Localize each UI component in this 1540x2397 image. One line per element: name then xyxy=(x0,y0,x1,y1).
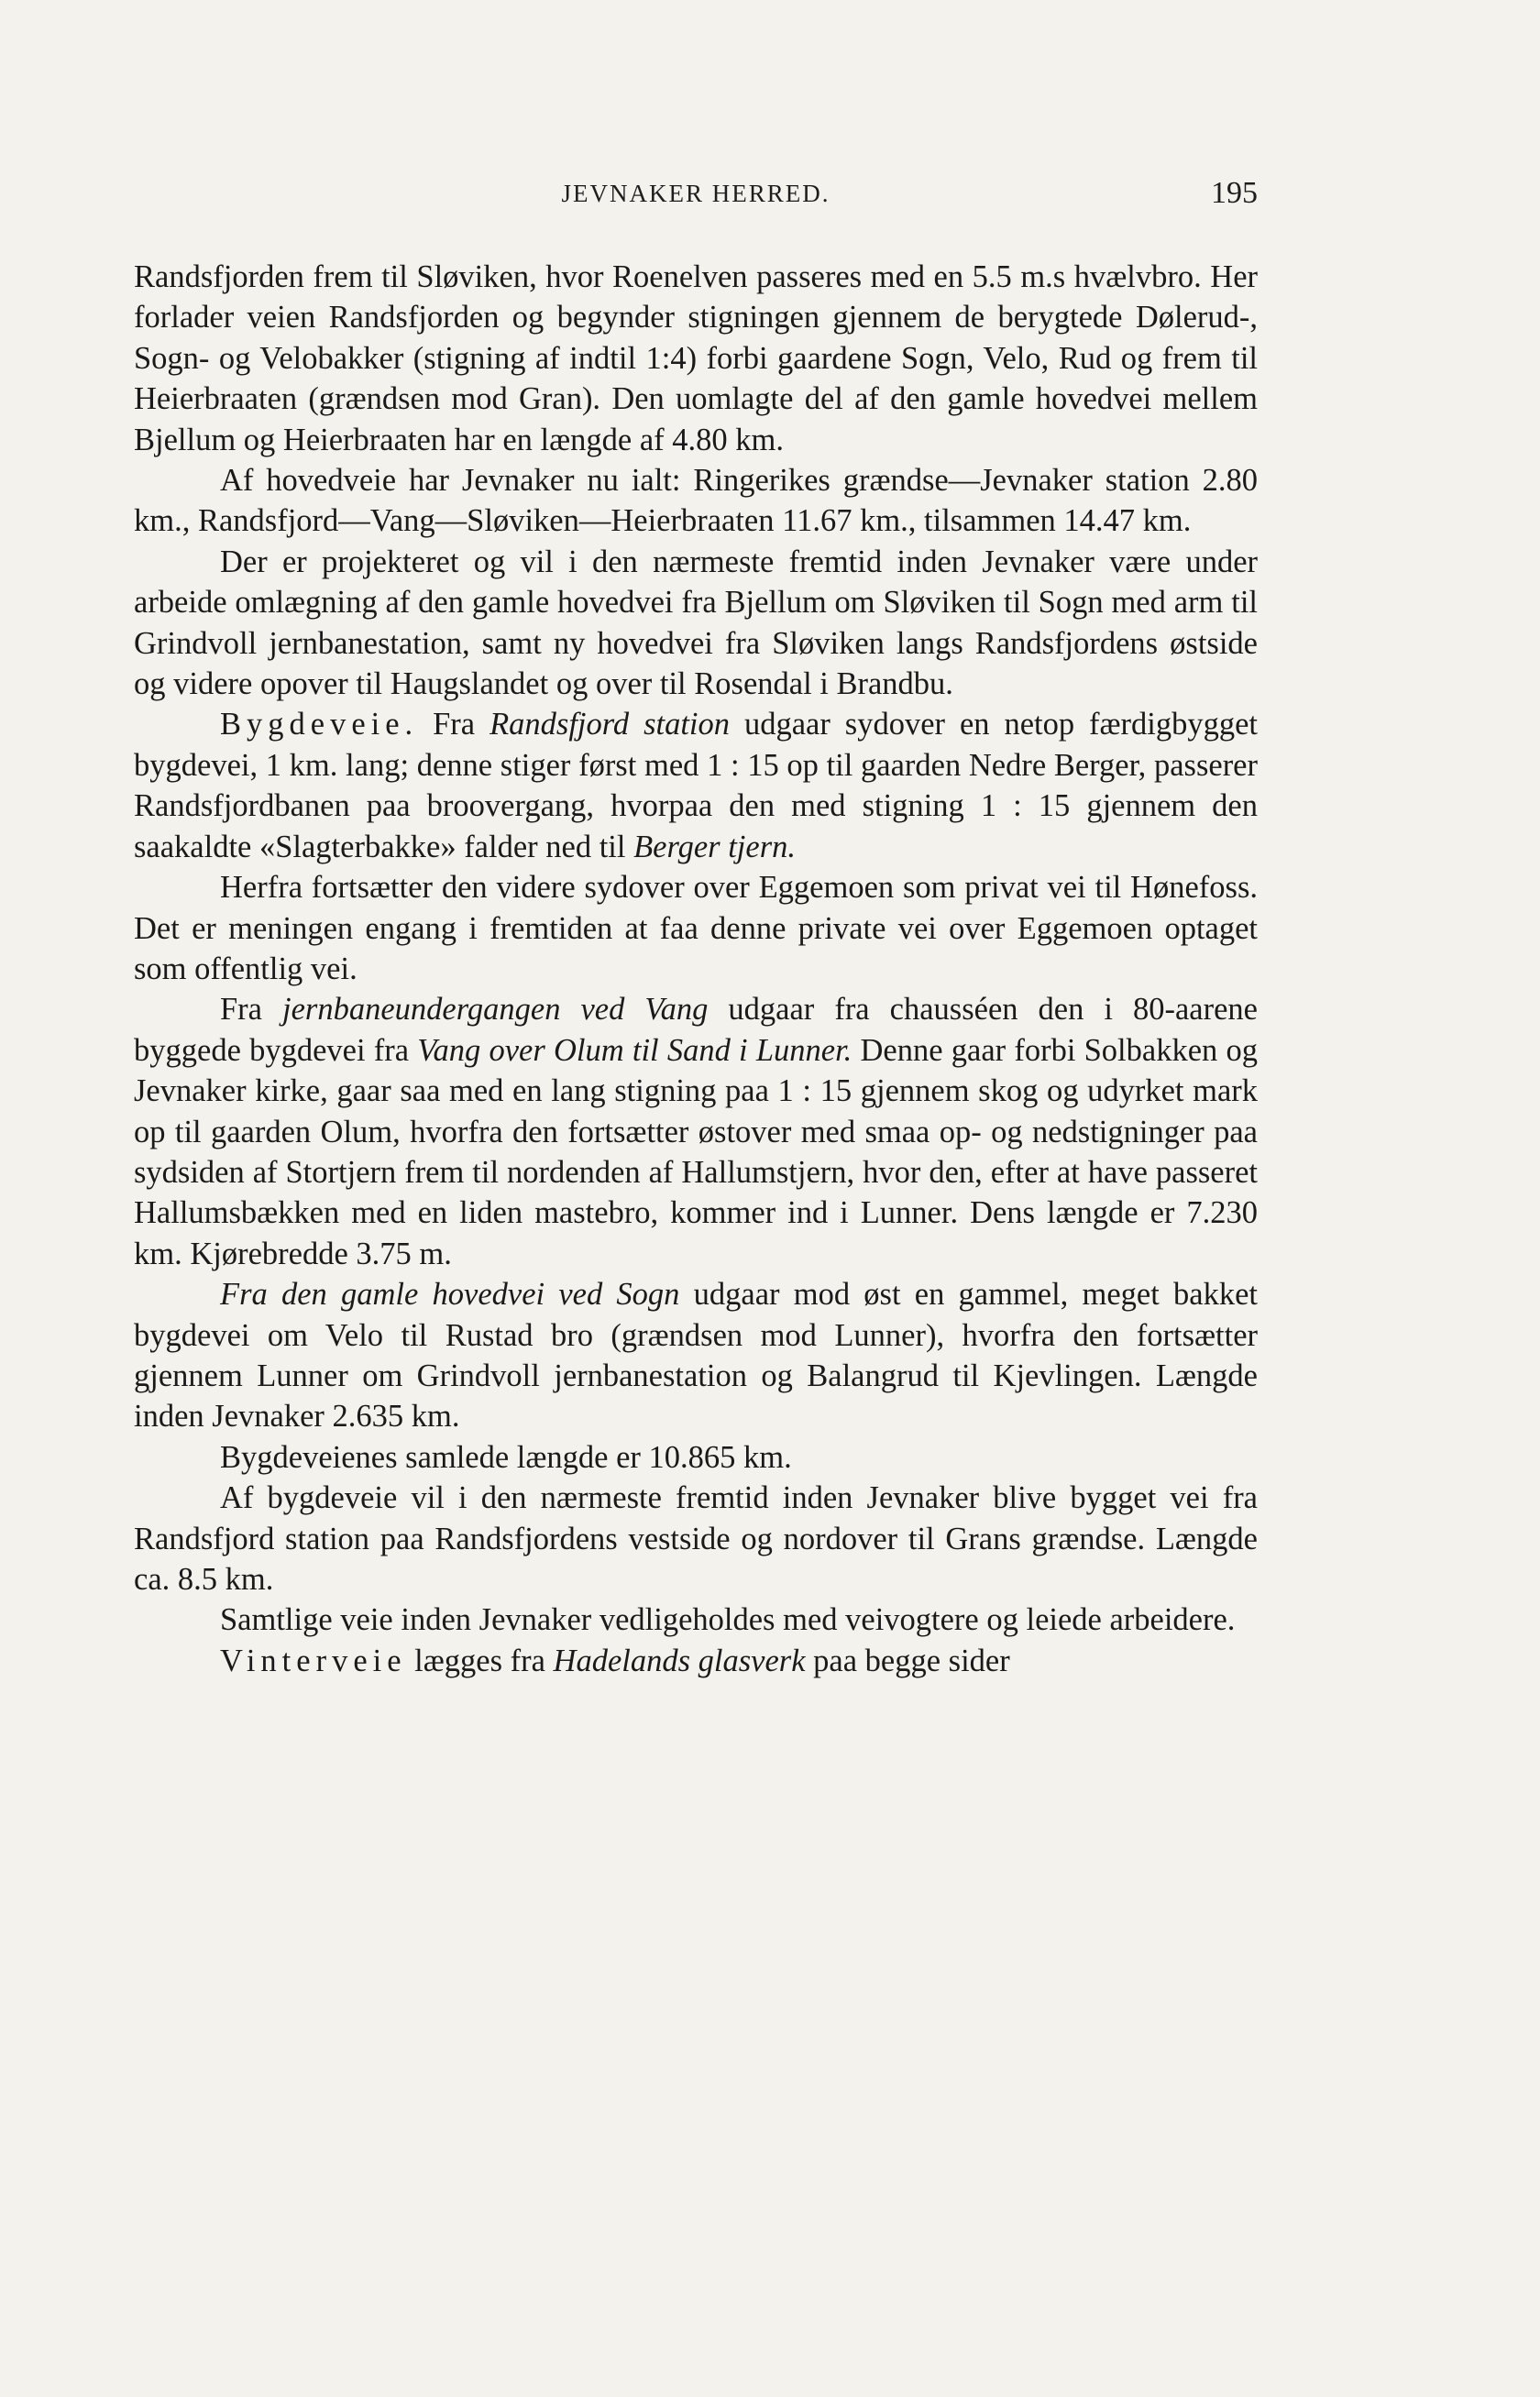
text-run: Der er projekteret og vil i den nærmeste fremtid inden Jevnaker være under arbeide omlægning af den gamle hovedvei fra Bjellum om Sløviken til Sogn med arm til Grindvoll jernbanestation, samt ny hovedvei fra Sløviken langs Randsfjordens østside og videre opover til Haugslandet og over til Rosendal i Brandbu. xyxy=(134,544,1258,702)
text-run: Af hovedveie har Jevnaker nu ialt: Ringerikes grændse—Jevnaker station 2.80 km., Randsfjord—Vang—Sløviken—Heierbraaten 11.67 km., tilsammen 14.47 km. xyxy=(134,463,1258,539)
text-run: Herfra fortsætter den videre sydover over Eggemoen som privat vei til Hønefoss. Det er meningen engang i fremtiden at faa denne private vei over Eggemoen optaget som offentlig vei. xyxy=(134,870,1258,986)
paragraph xyxy=(134,704,1258,867)
page-number: 195 xyxy=(1211,176,1258,210)
text-run: udgaar mod øst en gammel, meget bakket bygdevei om Velo til Rustad bro (grændsen mod Lunner), hvorfra den fortsætter gjennem Lunner om Grindvoll jernbanestation og Balangrud til Kjevlingen. Længde inden Jevnaker 2.635 km. xyxy=(134,1277,1258,1435)
text-run: Fra xyxy=(418,707,490,742)
paragraph xyxy=(134,1437,1258,1478)
text-run: Af bygdeveie vil i den nærmeste fremtid inden Jevnaker blive bygget vei fra Randsfjord station paa Randsfjordens vestside og nordover til Grans grændse. Længde ca. 8.5 km. xyxy=(134,1480,1258,1597)
paragraph xyxy=(134,542,1258,705)
paragraph xyxy=(134,867,1258,989)
body-text xyxy=(134,257,1258,1681)
paragraph xyxy=(134,1274,1258,1437)
text-run: paa begge sider xyxy=(805,1643,1010,1678)
paragraph xyxy=(134,460,1258,542)
italic-place-name: Hadelands glasverk xyxy=(553,1643,806,1678)
paragraph xyxy=(134,1478,1258,1600)
paragraph xyxy=(134,257,1258,460)
text-run: udgaar fra chausséen den i 80-aarene byggede bygdevei fra xyxy=(134,992,1258,1068)
italic-place-name: Berger tjern. xyxy=(633,829,797,864)
italic-place-name: jernbaneundergangen ved Vang xyxy=(282,992,709,1028)
paragraph xyxy=(134,1641,1258,1681)
running-title: JEVNAKER HERRED. xyxy=(561,180,830,207)
italic-place-name: Randsfjord station xyxy=(490,707,731,742)
text-run: lægges fra xyxy=(406,1643,554,1678)
text-run: Samtlige veie inden Jevnaker vedligeholdes med veivogtere og leiede arbeidere. xyxy=(220,1602,1236,1638)
paragraph xyxy=(134,989,1258,1274)
section-heading-bygdeveie: Bygdeveie. xyxy=(220,707,419,742)
page-header xyxy=(134,176,1258,216)
section-heading-vinterveie: Vinterveie xyxy=(220,1643,407,1678)
italic-place-name: Fra den gamle hovedvei ved Sogn xyxy=(220,1277,680,1313)
text-run: Randsfjorden frem til Sløviken, hvor Roenelven passeres med en 5.5 m.s hvælvbro. Her forlader veien Randsfjorden og begynder stigningen gjennem de berygtede Dølerud-, Sogn- og Velobakker (stigning af indtil 1:4) forbi gaardene Sogn, Velo, Rud og frem til Heierbraaten (grændsen mod Gran). Den uomlagte del af den gamle hovedvei mellem Bjellum og Heierbraaten har en længde af 4.80 km. xyxy=(134,259,1258,457)
italic-place-name: Vang over Olum til Sand i Lunner. xyxy=(417,1032,852,1068)
text-run: udgaar sydover en netop færdigbygget bygdevei, 1 km. lang; denne stiger først med 1 : 15 op til gaarden Nedre Berger, passerer Randsfjordbanen paa broovergang, hvorpaa den med stigning 1 : 15 gjennem den saakaldte «Slagterbakke» falder ned til xyxy=(134,707,1259,864)
text-run: Bygdeveienes samlede længde er 10.865 km. xyxy=(220,1439,792,1475)
text-run: Fra xyxy=(220,992,283,1028)
paragraph xyxy=(134,1600,1258,1640)
text-run: Denne gaar forbi Solbakken og Jevnaker kirke, gaar saa med en lang stigning paa 1 : 15 gjennem skog og udyrket mark op til gaarden Olum, hvorfra den fortsætter østover med smaa op- og nedstigninger paa sydsiden af Stortjern frem til nordenden af Hallumstjern, hvor den, efter at have passeret Hallumsbækken med en liden mastebro, kommer ind i Lunner. Dens længde er 7.230 km. Kjørebredde 3.75 m. xyxy=(134,1032,1258,1271)
